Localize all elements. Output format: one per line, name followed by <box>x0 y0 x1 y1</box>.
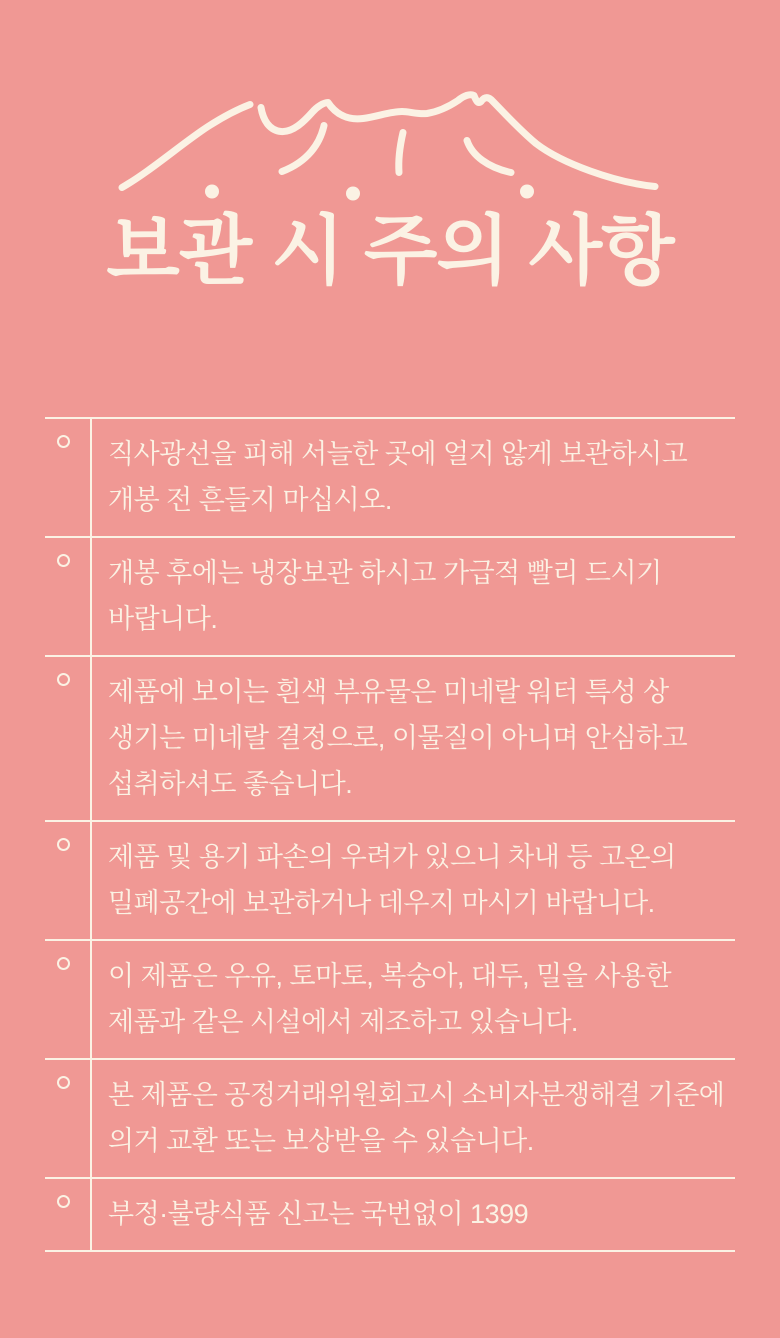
circle-bullet-icon <box>57 435 70 448</box>
table-row <box>45 1058 735 1177</box>
precaution-table <box>45 417 735 1252</box>
note-text: 이 제품은 우유, 토마토, 복숭아, 대두, 밀을 사용한 제품과 같은 시설에서 제조하고 있습니다. <box>108 961 672 1037</box>
bullet-cell <box>45 419 92 536</box>
note-text: 직사광선을 피해 서늘한 곳에 얼지 않게 보관하시고 개봉 전 흔들지 마십시오. <box>108 439 688 515</box>
table-row <box>45 820 735 939</box>
circle-bullet-icon <box>57 838 70 851</box>
table-row <box>45 939 735 1058</box>
table-row <box>45 655 735 820</box>
bullet-cell <box>45 1060 92 1177</box>
note-text: 본 제품은 공정거래위원회고시 소비자분쟁해결 기준에 의거 교환 또는 보상받을 수 있습니다. <box>108 1080 725 1156</box>
page-title: 보관 시 주의 사항 <box>106 209 674 294</box>
note-text: 제품에 보이는 흰색 부유물은 미네랄 워터 특성 상 생기는 미네랄 결정으로, 이물질이 아니며 안심하고 섭취하셔도 좋습니다. <box>108 677 688 799</box>
bullet-cell <box>45 822 92 939</box>
circle-bullet-icon <box>57 1195 70 1208</box>
mountain-ridge-icon <box>110 82 670 210</box>
note-text: 개봉 후에는 냉장보관 하시고 가급적 빨리 드시기 바랍니다. <box>108 558 662 634</box>
bullet-cell <box>45 941 92 1058</box>
note-text: 부정·불량식품 신고는 국번없이 1399 <box>108 1199 529 1229</box>
circle-bullet-icon <box>57 673 70 686</box>
bullet-cell <box>45 1179 92 1250</box>
bullet-cell <box>45 538 92 655</box>
circle-bullet-icon <box>57 1076 70 1089</box>
mountain-illustration <box>110 82 670 210</box>
table-row <box>45 536 735 655</box>
note-text: 제품 및 용기 파손의 우려가 있으니 차내 등 고온의 밀폐공간에 보관하거나 데우지 마시기 바랍니다. <box>108 842 676 918</box>
table-row <box>45 1177 735 1250</box>
circle-bullet-icon <box>57 957 70 970</box>
table-row <box>45 417 735 536</box>
bullet-cell <box>45 657 92 820</box>
circle-bullet-icon <box>57 554 70 567</box>
